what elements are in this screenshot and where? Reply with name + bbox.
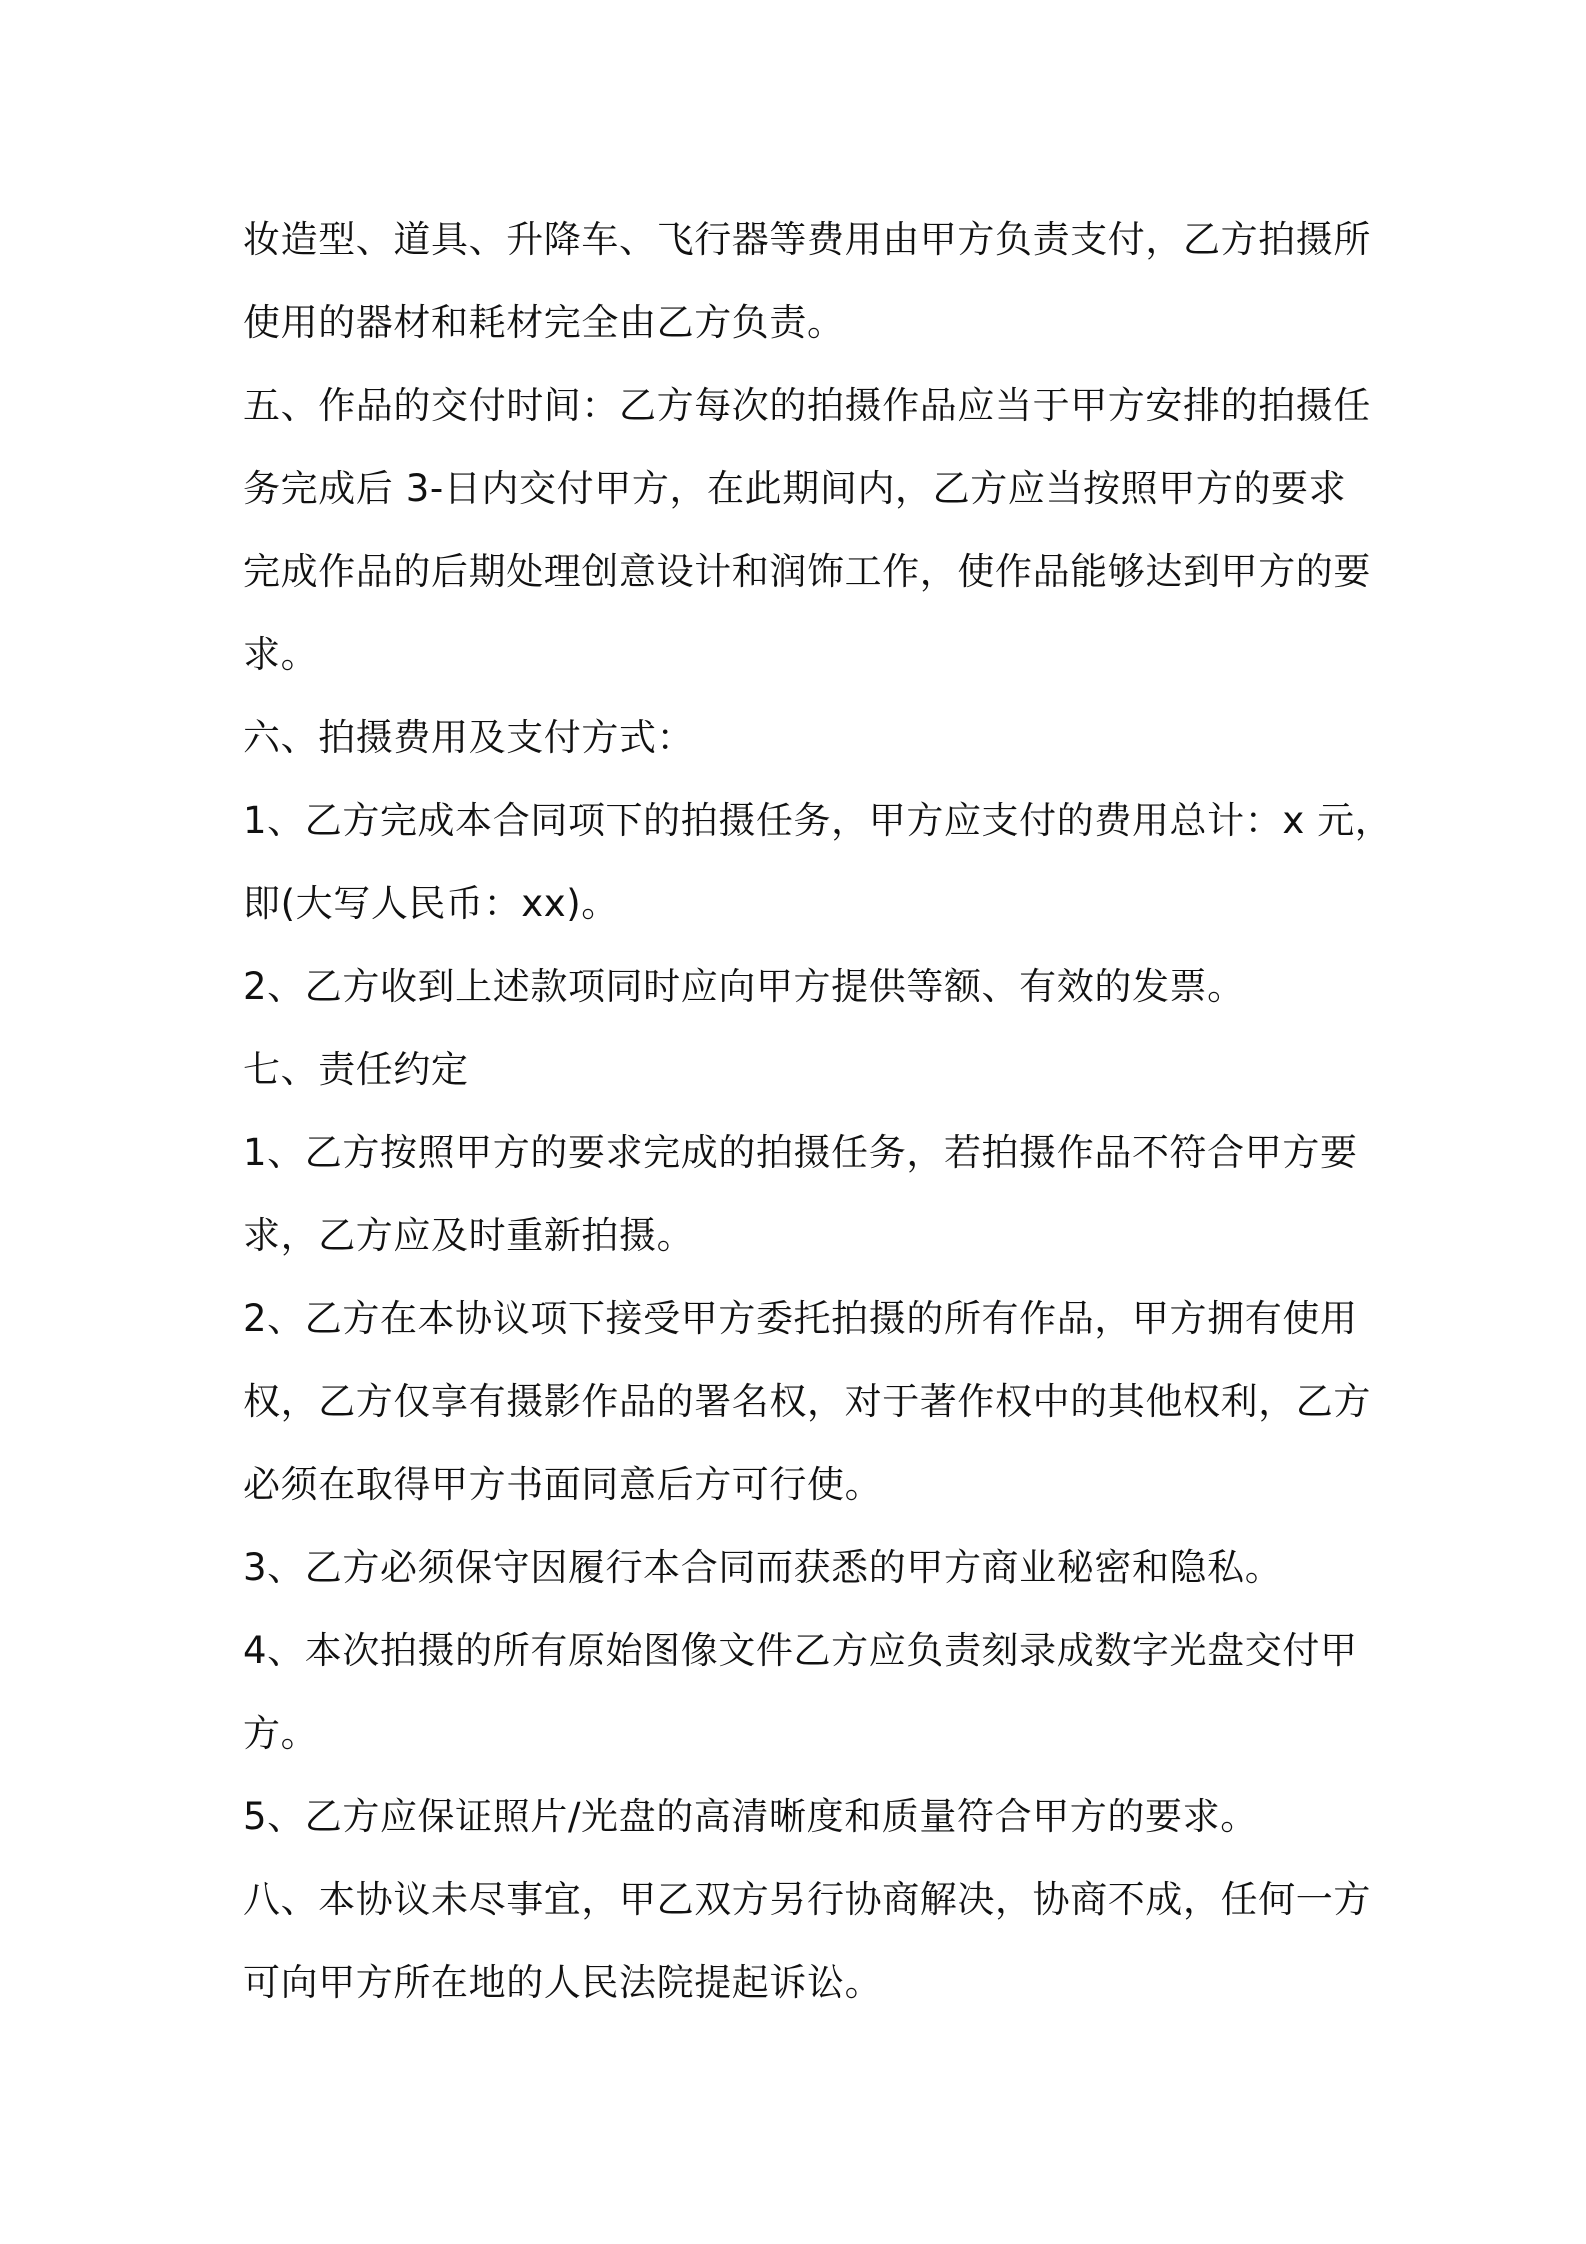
text-line: 可向甲方所在地的人民法院提起诉讼。 [243,1961,883,2004]
text-line: 七、责任约定 [243,1048,469,1091]
document-body [243,198,1393,2024]
text-line: 2、乙方收到上述款项同时应向甲方提供等额、有效的发票。 [243,965,1245,1008]
text-line: 方。 [243,1712,319,1755]
text-line: 求。 [243,633,319,676]
text-line: 3、乙方必须保守因履行本合同而获悉的甲方商业秘密和隐私。 [243,1546,1283,1589]
text-line: 1、乙方完成本合同项下的拍摄任务，甲方应支付的费用总计：x 元， [243,799,1393,842]
text-line: 1、乙方按照甲方的要求完成的拍摄任务，若拍摄作品不符合甲方要 [243,1131,1358,1174]
text-line: 即(大写人民币：xx)。 [243,882,619,925]
text-line: 权，乙方仅享有摄影作品的署名权，对于著作权中的其他权利，乙方 [243,1380,1371,1423]
text-line: 六、拍摄费用及支付方式： [243,716,695,759]
text-line: 5、乙方应保证照片/光盘的高清晰度和质量符合甲方的要求。 [243,1795,1258,1838]
text-line: 完成作品的后期处理创意设计和润饰工作，使作品能够达到甲方的要 [243,550,1371,593]
text-line: 八、本协议未尽事宜，甲乙双方另行协商解决，协商不成，任何一方 [243,1878,1371,1921]
text-line: 4、本次拍摄的所有原始图像文件乙方应负责刻录成数字光盘交付甲 [243,1629,1358,1672]
text-line: 使用的器材和耗材完全由乙方负责。 [243,301,845,344]
text-line: 五、作品的交付时间：乙方每次的拍摄作品应当于甲方安排的拍摄任 [243,384,1371,427]
text-line: 必须在取得甲方书面同意后方可行使。 [243,1463,883,1506]
text-line: 妆造型、道具、升降车、飞行器等费用由甲方负责支付，乙方拍摄所 [243,218,1371,261]
text-line: 求，乙方应及时重新拍摄。 [243,1214,695,1257]
text-line: 2、乙方在本协议项下接受甲方委托拍摄的所有作品，甲方拥有使用 [243,1297,1358,1340]
text-line: 务完成后 3-日内交付甲方，在此期间内，乙方应当按照甲方的要求 [243,467,1347,510]
